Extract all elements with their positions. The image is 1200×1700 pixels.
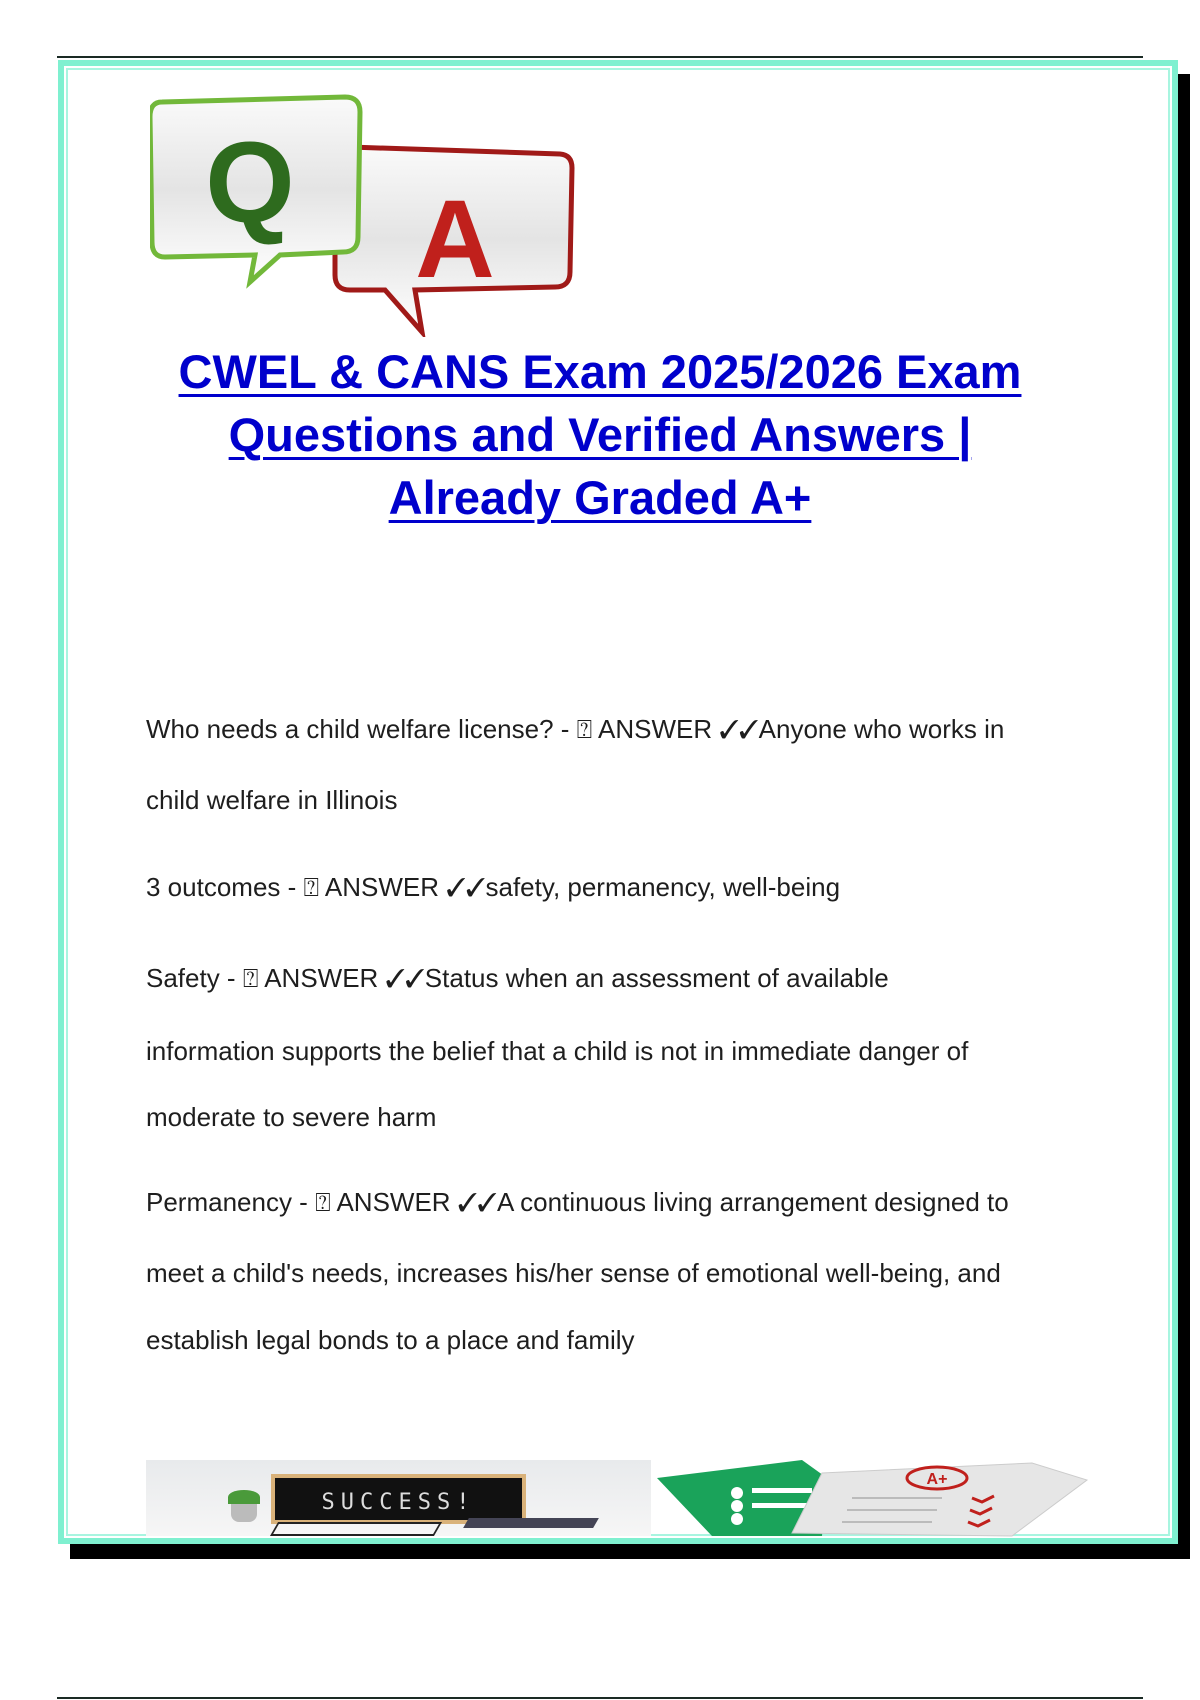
- a-letter: A: [415, 178, 495, 301]
- plant-leaves: [228, 1490, 260, 1504]
- qa-item-3-line: Safety - ⍰ ANSWER ✓✓Status when an assessment of available: [146, 963, 889, 993]
- qa-item-3-line: moderate to severe harm: [146, 1102, 437, 1132]
- success-text: SUCCESS!: [321, 1490, 476, 1515]
- grade-mark: A+: [926, 1471, 948, 1488]
- title-link-line-2[interactable]: Questions and Verified Answers |: [228, 408, 972, 461]
- chalkboard: [271, 1474, 526, 1524]
- bottom-rule: [57, 1697, 1143, 1699]
- tablet-icon: [270, 1522, 442, 1536]
- qa-item-4-line: meet a child's needs, increases his/her sense of emotional well-being, and: [146, 1258, 1001, 1288]
- graded-paper-image: [652, 1458, 1092, 1538]
- top-rule: [57, 56, 1143, 58]
- qa-item-1-line: Who needs a child welfare license? - ⍰ ANSWER ✓✓Anyone who works in: [146, 714, 1005, 744]
- document-title: [100, 340, 1100, 529]
- qa-item-3-line: information supports the belief that a child is not in immediate danger of: [146, 1036, 969, 1066]
- title-link-line-1[interactable]: CWEL & CANS Exam 2025/2026 Exam: [178, 345, 1022, 398]
- qa-item-4-line: Permanency - ⍰ ANSWER ✓✓A continuous living arrangement designed to: [146, 1187, 1009, 1217]
- plant-icon: [231, 1502, 257, 1522]
- success-banner-image: [146, 1460, 651, 1536]
- qa-item-4-line: establish legal bonds to a place and family: [146, 1325, 635, 1355]
- q-letter: Q: [205, 119, 295, 247]
- qa-item-2-line: 3 outcomes - ⍰ ANSWER ✓✓safety, permanency, well-being: [146, 872, 841, 902]
- calculator-icon: [463, 1518, 599, 1528]
- title-link-line-3[interactable]: Already Graded A+: [388, 471, 812, 524]
- qa-logo: [150, 92, 580, 337]
- qa-item-1-line: child welfare in Illinois: [146, 785, 398, 815]
